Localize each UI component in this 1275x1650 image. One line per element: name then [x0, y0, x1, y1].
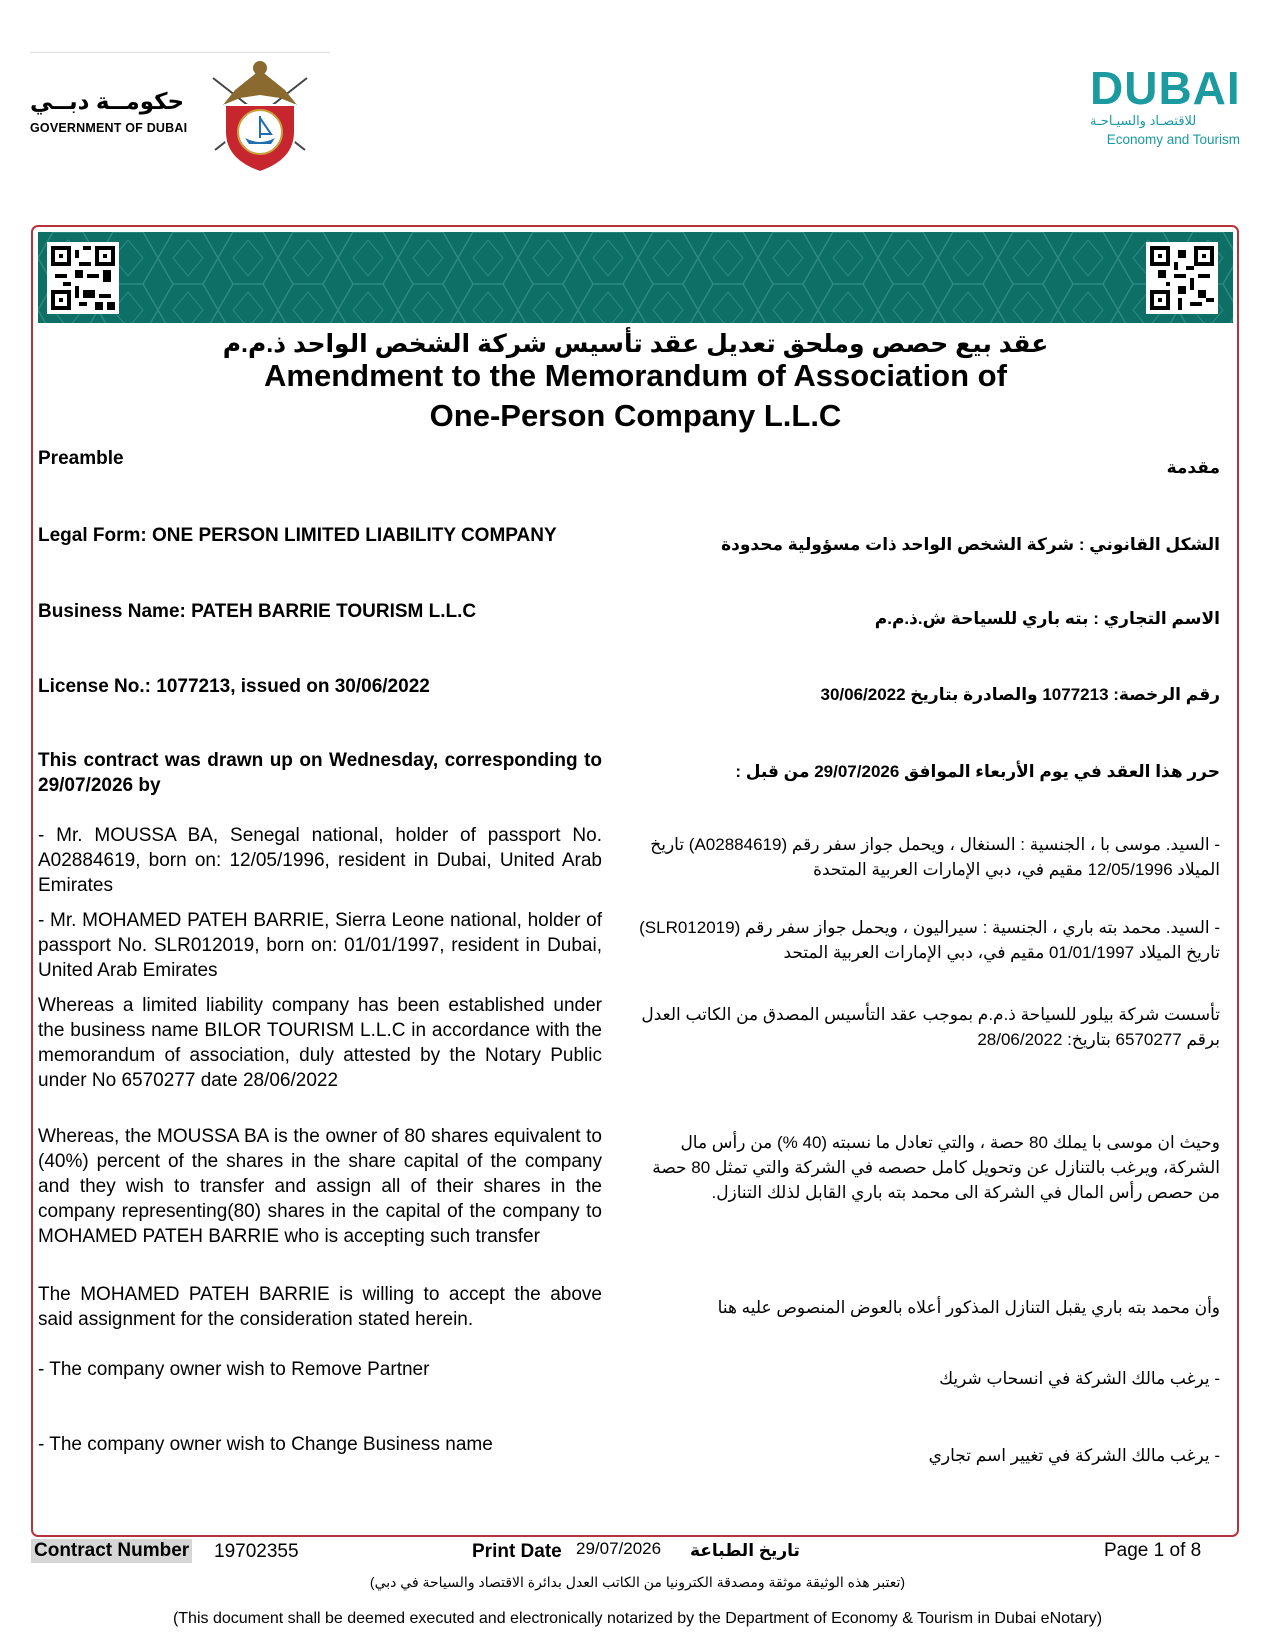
acceptance-en: The MOHAMED PATEH BARRIE is willing to accept the above said assignment for the consideration stated herein.	[38, 1284, 602, 1330]
party2-en: - Mr. MOHAMED PATEH BARRIE, Sierra Leone national, holder of passport No. SLR012019, born on: 01/01/1997, resident in Dubai, United Arab Emirates	[38, 910, 602, 981]
legal-form-en: Legal Form: ONE PERSON LIMITED LIABILITY COMPANY	[38, 525, 557, 546]
dubai-emblem-icon	[205, 50, 315, 175]
party1-ar: - السيد. موسى با ، الجنسية : السنغال ، ويحمل جواز سفر رقم (A02884619) تاريخ الميلاد 12/05/1996 مقيم في، دبي الإمارات العربية المتحدة	[650, 835, 1220, 879]
license-ar: رقم الرخصة: 1077213 والصادرة بتاريخ 30/06/2022	[820, 685, 1220, 704]
print-date-value: 29/07/2026	[576, 1539, 662, 1558]
drawn-up-en: This contract was drawn up on Wednesday, corresponding to 29/07/2026 by	[38, 750, 602, 796]
qr-code-left-icon	[47, 242, 119, 314]
dubai-logo-english: Economy and Tourism	[1106, 132, 1240, 147]
license-en: License No.: 1077213, issued on 30/06/2022	[38, 676, 430, 697]
preamble-heading-ar: مقدمة	[1166, 458, 1220, 477]
dubai-logo-wordmark: DUBAI	[1090, 62, 1241, 114]
remove-partner-en: - The company owner wish to Remove Partner	[38, 1359, 430, 1380]
whereas-1-en: Whereas a limited liability company has been established under the business name BILOR TOURISM L.L.C in accordance with the memorandum of association, duly attested by the Notary Public under No 6570277 date 28/06/2022	[38, 995, 602, 1091]
document-title-arabic: عقد بيع حصص وملحق تعديل عقد تأسيس شركة الشخص الواحد ذ.م.م	[222, 330, 1049, 358]
preamble-heading-en: Preamble	[38, 448, 124, 469]
decorative-banner	[38, 232, 1233, 323]
remove-partner-ar: - يرغب مالك الشركة في انسحاب شريك	[939, 1369, 1220, 1388]
drawn-up-ar: حرر هذا العقد في يوم الأربعاء الموافق 29/07/2026 من قبل :	[735, 762, 1220, 781]
qr-code-right-icon	[1146, 242, 1218, 314]
business-name-ar: الاسم التجاري : بته باري للسياحة ش.ذ.م.م	[874, 609, 1220, 628]
title-line-2: One-Person Company L.L.C	[429, 398, 842, 433]
gov-name-arabic: حكومــة دبــي	[30, 88, 185, 114]
dubai-economy-tourism-logo	[1090, 62, 1241, 155]
notarization-note-ar: (تعتبر هذه الوثيقة موثقة ومصدقة الكترونيا من الكاتب العدل بدائرة الاقتصاد والسياحة في دبي)	[369, 1574, 906, 1590]
dubai-logo-arabic: للاقتصـاد والسيـاحـة	[1090, 113, 1197, 128]
acceptance-ar: وأن محمد بته باري يقبل التنازل المذكور أعلاه بالعوض المنصوص عليه هنا	[717, 1298, 1220, 1317]
party1-en: - Mr. MOUSSA BA, Senegal national, holder of passport No. A02884619, born on: 12/05/1996, resident in Dubai, United Arab Emirates	[38, 825, 602, 896]
title-line-1: Amendment to the Memorandum of Association of	[264, 358, 1007, 393]
change-name-ar: - يرغب مالك الشركة في تغيير اسم تجاري	[928, 1446, 1220, 1465]
contract-number-value: 19702355	[214, 1541, 299, 1562]
contract-number-label: Contract Number	[31, 1539, 192, 1563]
gov-name-english: GOVERNMENT OF DUBAI	[30, 121, 188, 135]
business-name-en: Business Name: PATEH BARRIE TOURISM L.L.C	[38, 601, 477, 622]
notarization-note-en: (This document shall be deemed executed and electronically notarized by the Department of Economy & Tourism in Dubai eNotary)	[172, 1610, 1103, 1627]
legal-form-ar: الشكل القانوني : شركة الشخص الواحد ذات مسؤولية محدودة	[721, 535, 1220, 554]
print-date-label-ar: تاريخ الطباعة	[690, 1541, 800, 1560]
whereas-1-ar: تأسست شركة بيلور للسياحة ذ.م.م بموجب عقد التأسيس المصدق من الكاتب العدل برقم 6570277 بتاريخ: 28/06/2022	[641, 1005, 1220, 1049]
print-date-label: Print Date	[472, 1541, 562, 1562]
party2-ar: - السيد. محمد بته باري ، الجنسية : سيراليون ، ويحمل جواز سفر رقم (SLR012019) تاريخ الميلاد 01/01/1997 مقيم في، دبي الإمارات العربية المتحد	[639, 918, 1220, 962]
document-title-english	[38, 356, 1233, 436]
page-number: Page 1 of 8	[1104, 1540, 1202, 1561]
whereas-2-ar: وحيث ان موسى با يملك 80 حصة ، والتي تعادل ما نسبته (40 %) من رأس مال الشركة، ويرغب بالتنازل عن وتحويل كامل حصصه في الشركة والتي تمثل 80 حصة من حصص رأس المال في الشركة الى محمد بته باري القابل لذلك التنازل.	[652, 1133, 1220, 1202]
whereas-2-en: Whereas, the MOUSSA BA is the owner of 80 shares equivalent to (40%) percent of the shares in the share capital of the company and they wish to transfer and assign all of their shares in the company representing(80) shares in the capital of the company to MOHAMED PATEH BARRIE who is accepting such transfer	[38, 1126, 602, 1247]
change-name-en: - The company owner wish to Change Business name	[38, 1434, 493, 1455]
